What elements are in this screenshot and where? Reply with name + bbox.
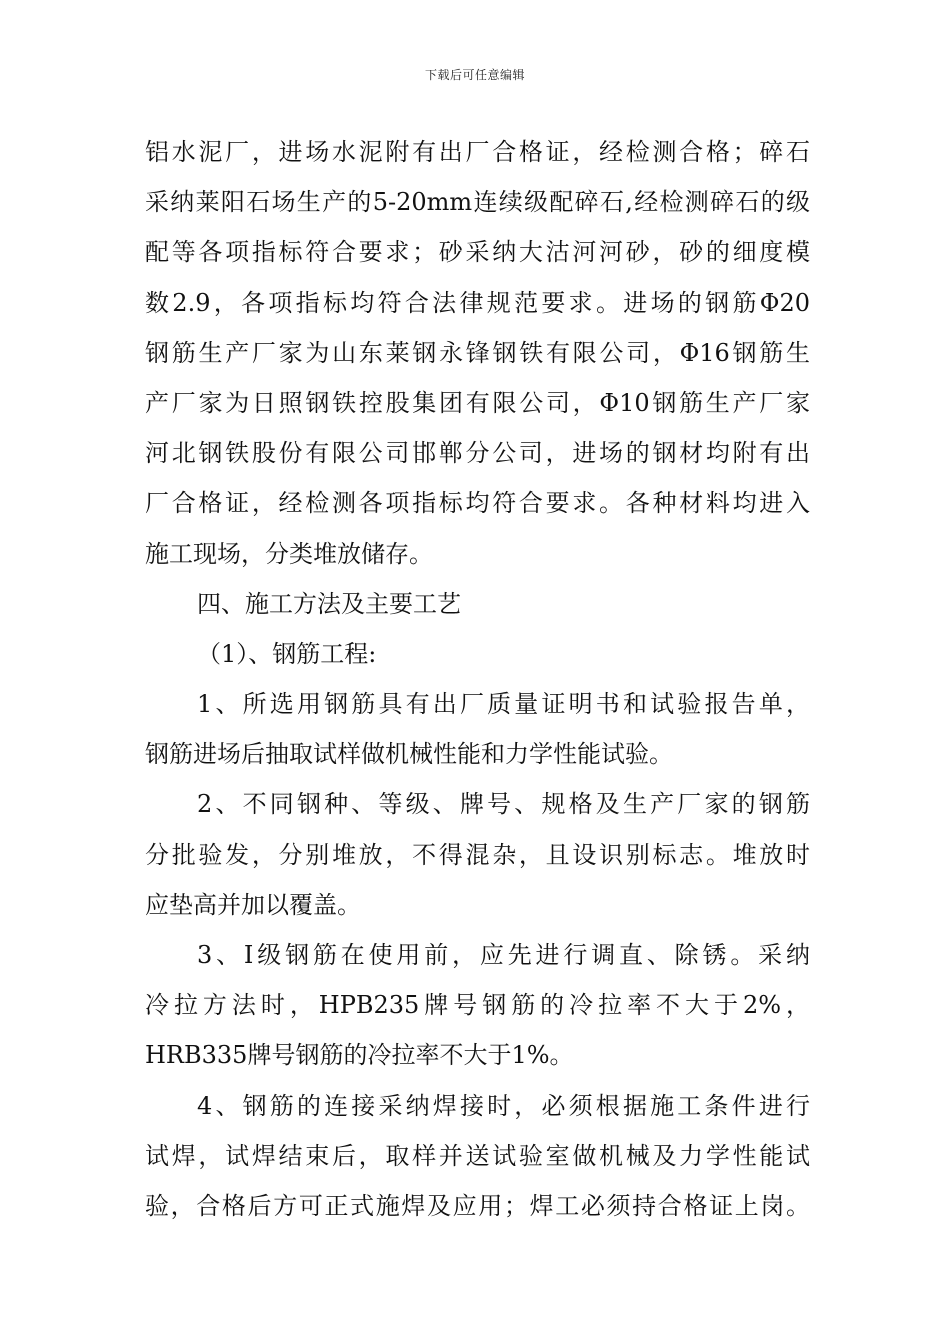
body-line: 厂合格证，经检测各项指标均符合要求。各种材料均进入 (145, 489, 810, 518)
list-item-line: 分批验发，分别堆放，不得混杂，且设识别标志。堆放时 (145, 840, 810, 869)
list-item-line: 试焊，试焊结束后，取样并送试验室做机械及力学性能试 (145, 1141, 810, 1170)
body-line: 施工现场，分类堆放储存。 (145, 539, 433, 568)
body-line: 河北钢铁股份有限公司邯郸分公司，进场的钢材均附有出 (145, 439, 810, 468)
section-heading: 四、施工方法及主要工艺 (197, 589, 461, 618)
list-item-line: 冷拉方法时，HPB235牌号钢筋的冷拉率不大于2%， (145, 991, 810, 1020)
page-header: 下载后可任意编辑 (424, 68, 525, 82)
list-item-line: 应垫高并加以覆盖。 (145, 890, 361, 919)
list-item-line: 4、钢筋的连接采纳焊接时，必须根据施工条件进行 (197, 1091, 810, 1120)
list-item-line: HRB335牌号钢筋的冷拉率不大于1%。 (145, 1041, 574, 1070)
body-line: 铝水泥厂，进场水泥附有出厂合格证，经检测合格；碎石 (145, 138, 810, 166)
body-line: 产厂家为日照钢铁控股集团有限公司，Φ10钢筋生产厂家 (145, 388, 810, 417)
list-item-line: 3、Ⅰ级钢筋在使用前，应先进行调直、除锈。采纳 (197, 941, 810, 969)
list-item-line: 1、所选用钢筋具有出厂质量证明书和试验报告单， (197, 690, 810, 719)
list-item-line: 钢筋进场后抽取试样做机械性能和力学性能试验。 (145, 740, 673, 769)
body-line: 钢筋生产厂家为山东莱钢永锋钢铁有限公司，Φ16钢筋生 (145, 338, 810, 367)
document-body (145, 127, 810, 1231)
list-item-line: 验，合格后方可正式施焊及应用；焊工必须持合格证上岗。 (145, 1191, 810, 1220)
body-line: 采纳莱阳石场生产的5-20mm连续级配碎石,经检测碎石的级 (145, 188, 810, 217)
subsection-heading: （1）、钢筋工程: (197, 639, 377, 668)
list-item-line: 2、不同钢种、等级、牌号、规格及生产厂家的钢筋 (197, 790, 810, 819)
body-line: 配等各项指标符合要求；砂采纳大沽河河砂，砂的细度模 (145, 238, 810, 267)
body-line: 数2.9，各项指标均符合法律规范要求。进场的钢筋Φ20 (145, 288, 810, 317)
